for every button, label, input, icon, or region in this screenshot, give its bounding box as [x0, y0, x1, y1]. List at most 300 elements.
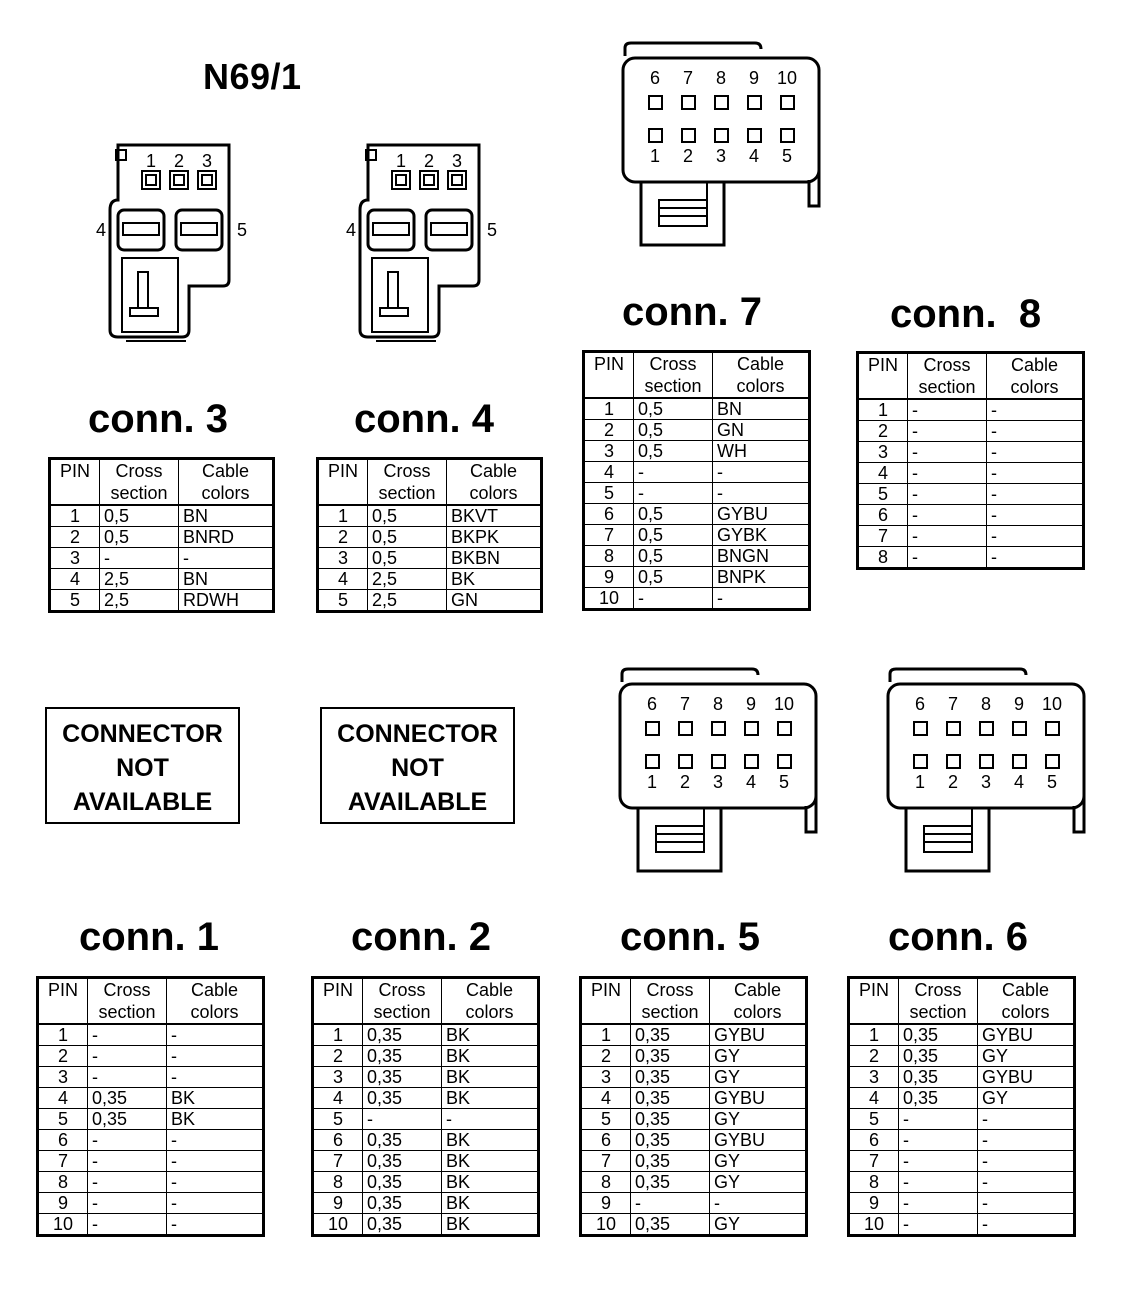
table-row [313, 1151, 539, 1172]
cross-section-cell: 0,35 [899, 1046, 978, 1067]
table-row [849, 1172, 1075, 1193]
header-label: colors [1001, 1002, 1050, 1022]
conn7-pin-table [582, 350, 811, 611]
table-row [38, 1130, 264, 1151]
cross-section-cell: 0,35 [363, 1046, 442, 1067]
pin-cell: 5 [318, 590, 368, 612]
cable-color-cell: - [987, 547, 1084, 569]
table-header-row [313, 978, 539, 1025]
pin-cell: 5 [313, 1109, 363, 1130]
cable-color-cell: GY [710, 1046, 807, 1067]
cable-color-cell: - [167, 1151, 264, 1172]
cross-section-cell: 0,35 [899, 1024, 978, 1046]
pin-cell: 4 [313, 1088, 363, 1109]
connector-diagram-conn7 [619, 40, 829, 250]
pin-cell: 5 [38, 1109, 88, 1130]
conn1-title: conn. 1 [79, 915, 220, 959]
table-row [50, 569, 274, 590]
cable-color-cell: BNPK [713, 567, 810, 588]
cable-color-cell: GY [710, 1109, 807, 1130]
cross-section-cell: - [88, 1193, 167, 1214]
table-row [584, 441, 810, 462]
pin-number-label: 2 [423, 151, 435, 171]
pin-number-label: 5 [486, 220, 498, 240]
cross-section-cell: 2,5 [100, 569, 179, 590]
pin-cell: 3 [849, 1067, 899, 1088]
pin-number-label: 4 [345, 220, 357, 240]
cross-section-cell: 0,35 [631, 1172, 710, 1193]
cross-section-cell: - [899, 1130, 978, 1151]
table-row [581, 1130, 807, 1151]
pin-cell: 3 [318, 548, 368, 569]
cross-section-cell: - [88, 1130, 167, 1151]
connector-diagram-conn4 [346, 140, 506, 345]
cable-colors-header [167, 978, 264, 1025]
table-row [38, 1193, 264, 1214]
pin-cell: 1 [318, 505, 368, 527]
cable-color-cell: BK [447, 569, 542, 590]
header-label: Cross [646, 980, 694, 1000]
header-label: Cable [190, 980, 239, 1000]
header-label: Cable [1001, 980, 1050, 1000]
pin-number-label: 6 [914, 694, 926, 714]
cross-section-cell: - [88, 1067, 167, 1088]
cable-color-cell: - [978, 1109, 1075, 1130]
cable-colors-header [713, 352, 810, 399]
table-row [581, 1172, 807, 1193]
cable-color-cell: - [987, 526, 1084, 547]
cross-section-cell: 0,35 [631, 1214, 710, 1236]
pin-cell: 5 [858, 484, 908, 505]
cable-color-cell: GYBU [710, 1088, 807, 1109]
table-row [313, 1172, 539, 1193]
pin-cell: 1 [38, 1024, 88, 1046]
pin-number-label: 5 [778, 772, 790, 792]
table-row [584, 483, 810, 504]
pin-cell: 9 [849, 1193, 899, 1214]
cable-color-cell: BKBN [447, 548, 542, 569]
table-row [858, 463, 1084, 484]
header-label: section [373, 1002, 431, 1022]
table-row [584, 588, 810, 610]
table-header-row [849, 978, 1075, 1025]
cable-color-cell: BK [442, 1067, 539, 1088]
table-row [849, 1109, 1075, 1130]
cross-section-cell: 2,5 [368, 569, 447, 590]
power-pin-socket [118, 210, 164, 250]
not-available-line: AVAILABLE [347, 788, 488, 816]
cross-section-cell: - [899, 1214, 978, 1236]
cross-section-cell: 0,35 [363, 1151, 442, 1172]
cross-section-header [899, 978, 978, 1025]
cross-section-cell: 0,35 [631, 1088, 710, 1109]
table-row [581, 1024, 807, 1046]
pin-cell: 6 [584, 504, 634, 525]
pin-cell: 7 [581, 1151, 631, 1172]
pin-number-label: 3 [980, 772, 992, 792]
pin-number-label: 3 [201, 151, 213, 171]
header-label: Cable [469, 461, 518, 481]
table-row [318, 548, 542, 569]
table-header-row [584, 352, 810, 399]
table-row [581, 1214, 807, 1236]
table-header-row [38, 978, 264, 1025]
locking-lever [656, 826, 704, 852]
cross-section-cell: - [88, 1151, 167, 1172]
table-row [584, 420, 810, 441]
pin-cell: 3 [313, 1067, 363, 1088]
cable-color-cell: BK [167, 1109, 264, 1130]
cross-section-cell: 0,35 [88, 1109, 167, 1130]
header-label: Cross [115, 461, 163, 481]
cable-color-cell: GY [978, 1088, 1075, 1109]
table-row [858, 547, 1084, 569]
header-label: PIN [590, 980, 621, 1000]
pin-header [38, 978, 88, 1025]
cable-color-cell: - [987, 505, 1084, 526]
cross-section-cell: 0,35 [631, 1130, 710, 1151]
pin-cell: 7 [858, 526, 908, 547]
cross-section-cell: - [88, 1214, 167, 1236]
locking-lever [130, 272, 158, 316]
table-row [313, 1088, 539, 1109]
cable-color-cell: BK [167, 1088, 264, 1109]
pin-socket-inner [424, 175, 434, 185]
table-header-row [50, 459, 274, 506]
conn6-title: conn. 6 [888, 915, 1029, 959]
header-label: Cross [103, 980, 151, 1000]
cable-color-cell: - [167, 1046, 264, 1067]
header-label: Cable [736, 354, 785, 374]
cable-color-cell: - [978, 1193, 1075, 1214]
header-label: section [641, 1002, 699, 1022]
pin-cell: 4 [318, 569, 368, 590]
table-row [50, 505, 274, 527]
cross-section-header [634, 352, 713, 399]
pin-number-label: 5 [236, 220, 248, 240]
conn5-title: conn. 5 [620, 915, 761, 959]
pin-number-label: 1 [145, 151, 157, 171]
table-row [858, 421, 1084, 442]
cable-colors-header [987, 353, 1084, 400]
power-pin-slot [123, 223, 159, 235]
header-label: section [110, 483, 168, 503]
header-label: Cable [201, 461, 250, 481]
conn8-pin-table [856, 351, 1085, 570]
header-label: colors [1010, 377, 1059, 397]
pin-cell: 9 [584, 567, 634, 588]
table-row [858, 442, 1084, 463]
power-pin-slot [431, 223, 467, 235]
table-row [50, 548, 274, 569]
pin-cell: 8 [313, 1172, 363, 1193]
cable-color-cell: WH [713, 441, 810, 462]
table-header-row [318, 459, 542, 506]
cable-color-cell: GY [710, 1151, 807, 1172]
pin-header [318, 459, 368, 506]
table-row [581, 1109, 807, 1130]
pin-socket [420, 171, 438, 189]
table-row [584, 567, 810, 588]
cable-color-cell: - [167, 1067, 264, 1088]
cable-color-cell: - [713, 483, 810, 504]
table-row [858, 526, 1084, 547]
cross-section-cell: 0,35 [631, 1151, 710, 1172]
pin-cell: 8 [581, 1172, 631, 1193]
housing-back-outline [890, 669, 1026, 682]
cross-section-cell: 0,5 [100, 505, 179, 527]
pin-socket [198, 171, 216, 189]
conn2-pin-table [311, 976, 540, 1237]
pin-cell: 1 [584, 398, 634, 420]
header-label: Cross [923, 355, 971, 375]
header-label: Cable [733, 980, 782, 1000]
cable-color-cell: BK [442, 1130, 539, 1151]
pin-socket-inner [146, 175, 156, 185]
cable-color-cell: - [987, 463, 1084, 484]
header-label: Cross [649, 354, 697, 374]
cable-color-cell: GYBU [978, 1067, 1075, 1088]
pin-cell: 6 [849, 1130, 899, 1151]
table-row [38, 1024, 264, 1046]
cross-section-cell: - [631, 1193, 710, 1214]
cross-section-header [631, 978, 710, 1025]
cable-color-cell: GY [978, 1046, 1075, 1067]
cable-color-cell: - [978, 1172, 1075, 1193]
cable-color-cell: GN [447, 590, 542, 612]
cross-section-header [88, 978, 167, 1025]
table-row [38, 1088, 264, 1109]
pin-cell: 4 [581, 1088, 631, 1109]
pin-number-label: 10 [1041, 694, 1063, 714]
pin-cell: 4 [38, 1088, 88, 1109]
header-label: colors [190, 1002, 239, 1022]
cable-color-cell: - [167, 1214, 264, 1236]
cable-color-cell: - [978, 1151, 1075, 1172]
table-header-row [581, 978, 807, 1025]
connector-diagram-conn5 [616, 666, 826, 876]
cross-section-cell: 0,35 [631, 1109, 710, 1130]
pin-number-label: 2 [679, 772, 691, 792]
cross-section-cell: 0,5 [634, 398, 713, 420]
cross-section-cell: 0,35 [363, 1172, 442, 1193]
cross-section-cell: 0,35 [363, 1193, 442, 1214]
cross-section-cell: - [88, 1046, 167, 1067]
pin-cell: 2 [318, 527, 368, 548]
cross-section-cell: - [88, 1172, 167, 1193]
cross-section-cell: 2,5 [100, 590, 179, 612]
header-label: section [918, 377, 976, 397]
table-row [318, 569, 542, 590]
cross-section-cell: 0,35 [631, 1067, 710, 1088]
cable-color-cell: GY [710, 1067, 807, 1088]
table-row [50, 527, 274, 548]
cross-section-cell: - [908, 505, 987, 526]
pin-cell: 5 [584, 483, 634, 504]
cable-color-cell: BK [442, 1214, 539, 1236]
header-label: PIN [47, 980, 78, 1000]
pin-socket-inner [452, 175, 462, 185]
cross-section-header [100, 459, 179, 506]
cable-color-cell: GYBK [713, 525, 810, 546]
pin-cell: 3 [584, 441, 634, 462]
cross-section-cell: 0,35 [899, 1067, 978, 1088]
cable-color-cell: BN [179, 505, 274, 527]
cross-section-cell: 0,5 [368, 548, 447, 569]
conn2-not-available-box [320, 707, 515, 824]
pin-cell: 3 [858, 442, 908, 463]
pin-cell: 6 [858, 505, 908, 526]
cable-color-cell: GY [710, 1172, 807, 1193]
header-label: colors [201, 483, 250, 503]
cross-section-cell: 0,35 [363, 1214, 442, 1236]
pin-number-label: 4 [748, 146, 760, 166]
power-pin-socket [426, 210, 472, 250]
cross-section-cell: 0,5 [634, 546, 713, 567]
locking-slot [641, 182, 724, 245]
cable-color-cell: BK [442, 1046, 539, 1067]
cross-section-cell: - [908, 421, 987, 442]
conn3-title: conn. 3 [88, 397, 229, 441]
pin-cell: 2 [849, 1046, 899, 1067]
pin-cell: 3 [50, 548, 100, 569]
header-label: section [378, 483, 436, 503]
conn4-title: conn. 4 [354, 397, 495, 441]
pin-cell: 9 [581, 1193, 631, 1214]
table-row [584, 525, 810, 546]
connector-diagram-conn6 [884, 666, 1094, 876]
pin-cell: 10 [849, 1214, 899, 1236]
cable-color-cell: - [179, 548, 274, 569]
cross-section-cell: - [100, 548, 179, 569]
pin-cell: 8 [849, 1172, 899, 1193]
table-row [318, 590, 542, 612]
cable-color-cell: - [167, 1193, 264, 1214]
pin-cell: 2 [858, 421, 908, 442]
pin-cell: 8 [858, 547, 908, 569]
header-label: PIN [858, 980, 889, 1000]
conn7-title: conn. 7 [622, 290, 763, 334]
table-row [581, 1151, 807, 1172]
pin-socket [392, 171, 410, 189]
table-row [38, 1172, 264, 1193]
table-row [849, 1046, 1075, 1067]
cable-color-cell: - [978, 1214, 1075, 1236]
pin-number-label: 9 [748, 68, 760, 88]
pin-cell: 10 [581, 1214, 631, 1236]
not-available-line: CONNECTOR [337, 720, 498, 748]
table-row [858, 399, 1084, 421]
pin-number-label: 8 [980, 694, 992, 714]
cable-color-cell: BN [179, 569, 274, 590]
pin-number-label: 6 [646, 694, 658, 714]
cross-section-header [368, 459, 447, 506]
pin-cell: 7 [313, 1151, 363, 1172]
pin-socket [142, 171, 160, 189]
cable-color-cell: - [987, 421, 1084, 442]
table-row [584, 546, 810, 567]
table-row [313, 1193, 539, 1214]
header-label: colors [469, 483, 518, 503]
table-row [38, 1214, 264, 1236]
cable-color-cell: - [713, 462, 810, 483]
header-label: PIN [867, 355, 898, 375]
cable-color-cell: BNGN [713, 546, 810, 567]
pin-number-label: 3 [451, 151, 463, 171]
cross-section-cell: - [634, 462, 713, 483]
pin-cell: 9 [38, 1193, 88, 1214]
pin-cell: 4 [849, 1088, 899, 1109]
cross-section-cell: - [908, 399, 987, 421]
pin-number-label: 2 [682, 146, 694, 166]
pin-number-label: 1 [395, 151, 407, 171]
pin-cell: 6 [313, 1130, 363, 1151]
table-row [581, 1193, 807, 1214]
cross-section-cell: 0,5 [634, 420, 713, 441]
cross-section-cell: 0,5 [634, 504, 713, 525]
table-row [849, 1088, 1075, 1109]
pin-socket [170, 171, 188, 189]
cross-section-header [363, 978, 442, 1025]
conn2-title: conn. 2 [351, 915, 492, 959]
cable-color-cell: - [167, 1024, 264, 1046]
pin-header [50, 459, 100, 506]
cross-section-cell: - [908, 547, 987, 569]
header-label: Cross [914, 980, 962, 1000]
pin-cell: 10 [584, 588, 634, 610]
cross-section-cell: - [899, 1109, 978, 1130]
pin-number-label: 5 [1046, 772, 1058, 792]
cable-color-cell: GY [710, 1214, 807, 1236]
pin-cell: 7 [584, 525, 634, 546]
table-row [581, 1067, 807, 1088]
pin-cell: 1 [858, 399, 908, 421]
cable-color-cell: RDWH [179, 590, 274, 612]
cross-section-cell: - [899, 1193, 978, 1214]
cross-section-cell: - [899, 1151, 978, 1172]
pin-cell: 2 [581, 1046, 631, 1067]
cross-section-cell: 0,35 [88, 1088, 167, 1109]
cross-section-cell: 0,5 [368, 505, 447, 527]
cross-section-cell: - [908, 484, 987, 505]
cable-color-cell: - [978, 1130, 1075, 1151]
pin-number-label: 4 [1013, 772, 1025, 792]
pin-cell: 2 [38, 1046, 88, 1067]
header-label: PIN [593, 354, 624, 374]
locking-lever [380, 272, 408, 316]
table-row [849, 1214, 1075, 1236]
cross-section-cell: - [908, 526, 987, 547]
cable-color-cell: GN [713, 420, 810, 441]
cable-color-cell: GYBU [713, 504, 810, 525]
pin-number-label: 7 [947, 694, 959, 714]
table-row [313, 1109, 539, 1130]
cable-color-cell: BK [442, 1151, 539, 1172]
pin-cell: 8 [584, 546, 634, 567]
table-row [849, 1024, 1075, 1046]
cable-color-cell: - [442, 1109, 539, 1130]
cable-color-cell: - [167, 1130, 264, 1151]
header-label: colors [465, 1002, 514, 1022]
cable-color-cell: - [987, 399, 1084, 421]
page-title: N69/1 [203, 56, 302, 97]
not-available-line: NOT [391, 754, 444, 782]
pin-header [858, 353, 908, 400]
cross-section-cell: 0,5 [634, 441, 713, 462]
pin-cell: 6 [38, 1130, 88, 1151]
header-label: PIN [322, 980, 353, 1000]
pin-cell: 2 [584, 420, 634, 441]
